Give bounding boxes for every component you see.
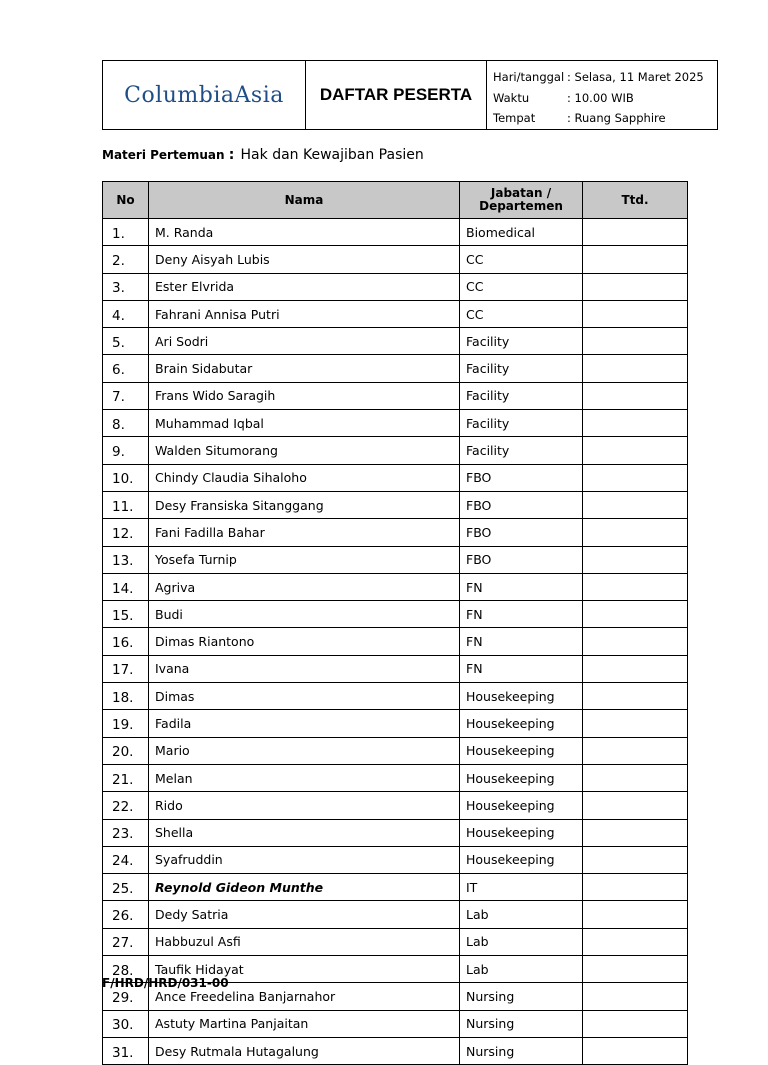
department-cell: Housekeeping — [460, 737, 583, 764]
info-label: Tempat — [493, 111, 536, 126]
participant-name-cell: Rido — [149, 792, 460, 819]
row-number-cell: 21. — [103, 764, 149, 791]
info-value: : Ruang Sapphire — [567, 111, 666, 126]
table-row — [103, 519, 688, 546]
signature-cell[interactable] — [583, 519, 688, 546]
table-row — [103, 710, 688, 737]
row-number-cell: 25. — [103, 874, 149, 901]
department-cell: FN — [460, 628, 583, 655]
row-number-cell: 4. — [103, 300, 149, 327]
department-cell: Facility — [460, 328, 583, 355]
department-cell: FN — [460, 655, 583, 682]
participant-name-cell: Taufik Hidayat — [149, 956, 460, 983]
signature-cell[interactable] — [583, 956, 688, 983]
signature-cell[interactable] — [583, 764, 688, 791]
row-number-cell: 6. — [103, 355, 149, 382]
info-row-time — [493, 88, 717, 109]
department-cell: Biomedical — [460, 219, 583, 246]
signature-cell[interactable] — [583, 410, 688, 437]
row-number-cell: 8. — [103, 410, 149, 437]
table-row — [103, 328, 688, 355]
participant-name-cell: Astuty Martina Panjaitan — [149, 1010, 460, 1037]
participant-name-cell: Agriva — [149, 573, 460, 600]
department-cell: FN — [460, 601, 583, 628]
table-row — [103, 737, 688, 764]
participant-name-cell: Ester Elvrida — [149, 273, 460, 300]
participant-name-cell: Muhammad Iqbal — [149, 410, 460, 437]
department-cell: Lab — [460, 928, 583, 955]
logo-wordmark: ColumbiaAsia — [124, 82, 284, 108]
department-cell: CC — [460, 246, 583, 273]
participant-name-cell: Dimas — [149, 683, 460, 710]
participant-name-cell: Shella — [149, 819, 460, 846]
row-number-cell: 11. — [103, 491, 149, 518]
row-number-cell: 30. — [103, 1010, 149, 1037]
row-number-cell: 13. — [103, 546, 149, 573]
column-header-name: Nama — [149, 182, 460, 219]
participant-name-cell: Mario — [149, 737, 460, 764]
signature-cell[interactable] — [583, 437, 688, 464]
department-cell: Housekeeping — [460, 792, 583, 819]
participant-name-cell: Desy Rutmala Hutagalung — [149, 1037, 460, 1064]
department-cell: Facility — [460, 410, 583, 437]
row-number-cell: 12. — [103, 519, 149, 546]
row-number-cell: 26. — [103, 901, 149, 928]
row-number-cell: 28. — [103, 956, 149, 983]
department-cell: CC — [460, 273, 583, 300]
table-row — [103, 764, 688, 791]
department-cell: Lab — [460, 901, 583, 928]
department-cell: Housekeeping — [460, 683, 583, 710]
table-row — [103, 655, 688, 682]
table-row — [103, 382, 688, 409]
participant-name-cell: Fahrani Annisa Putri — [149, 300, 460, 327]
participant-name-cell: Fadila — [149, 710, 460, 737]
row-number-cell: 18. — [103, 683, 149, 710]
table-row — [103, 846, 688, 873]
table-row — [103, 628, 688, 655]
row-number-cell: 2. — [103, 246, 149, 273]
department-cell: FBO — [460, 491, 583, 518]
topic-value: Hak dan Kewajiban Pasien — [240, 147, 424, 163]
table-row — [103, 246, 688, 273]
row-number-cell: 22. — [103, 792, 149, 819]
participant-name-cell: M. Randa — [149, 219, 460, 246]
department-cell: Lab — [460, 956, 583, 983]
participant-name-cell: Desy Fransiska Sitanggang — [149, 491, 460, 518]
column-header-department — [460, 182, 583, 219]
table-row — [103, 410, 688, 437]
department-cell: CC — [460, 300, 583, 327]
row-number-cell: 5. — [103, 328, 149, 355]
info-label: Hari/tanggal — [493, 70, 565, 85]
signature-cell[interactable] — [583, 983, 688, 1010]
signature-cell[interactable] — [583, 846, 688, 873]
meeting-info — [487, 61, 717, 129]
participant-name-cell: Reynold Gideon Munthe — [149, 874, 460, 901]
signature-cell[interactable] — [583, 382, 688, 409]
row-number-cell: 27. — [103, 928, 149, 955]
signature-cell[interactable] — [583, 874, 688, 901]
signature-cell[interactable] — [583, 464, 688, 491]
participant-name-cell: Brain Sidabutar — [149, 355, 460, 382]
row-number-cell: 9. — [103, 437, 149, 464]
signature-cell[interactable] — [583, 928, 688, 955]
signature-cell[interactable] — [583, 300, 688, 327]
topic-separator: : — [228, 147, 235, 163]
row-number-cell: 19. — [103, 710, 149, 737]
department-cell: FBO — [460, 519, 583, 546]
signature-cell[interactable] — [583, 655, 688, 682]
participant-name-cell: Dimas Riantono — [149, 628, 460, 655]
department-cell: Nursing — [460, 1037, 583, 1064]
signature-cell[interactable] — [583, 792, 688, 819]
signature-cell[interactable] — [583, 601, 688, 628]
signature-cell[interactable] — [583, 273, 688, 300]
row-number-cell: 15. — [103, 601, 149, 628]
signature-cell[interactable] — [583, 546, 688, 573]
department-cell: Housekeeping — [460, 846, 583, 873]
table-row — [103, 874, 688, 901]
signature-cell[interactable] — [583, 573, 688, 600]
document-header — [102, 60, 718, 130]
participant-name-cell: Fani Fadilla Bahar — [149, 519, 460, 546]
department-cell: Housekeeping — [460, 710, 583, 737]
participant-name-cell: Dedy Satria — [149, 901, 460, 928]
department-cell: Facility — [460, 355, 583, 382]
row-number-cell: 16. — [103, 628, 149, 655]
signature-cell[interactable] — [583, 819, 688, 846]
signature-cell[interactable] — [583, 683, 688, 710]
row-number-cell: 20. — [103, 737, 149, 764]
table-row — [103, 219, 688, 246]
participant-name-cell: Deny Aisyah Lubis — [149, 246, 460, 273]
table-row — [103, 464, 688, 491]
participant-name-cell: Ance Freedelina Banjarnahor — [149, 983, 460, 1010]
participant-name-cell: Walden Situmorang — [149, 437, 460, 464]
table-row — [103, 792, 688, 819]
department-cell: Nursing — [460, 983, 583, 1010]
table-row — [103, 819, 688, 846]
table-row — [103, 491, 688, 518]
table-row — [103, 901, 688, 928]
row-number-cell: 14. — [103, 573, 149, 600]
participant-name-cell: Syafruddin — [149, 846, 460, 873]
department-cell: FN — [460, 573, 583, 600]
signature-cell[interactable] — [583, 246, 688, 273]
table-header-row — [103, 182, 688, 219]
column-header-no: No — [103, 182, 149, 219]
signature-cell[interactable] — [583, 737, 688, 764]
table-row — [103, 273, 688, 300]
signature-cell[interactable] — [583, 355, 688, 382]
department-cell: Nursing — [460, 1010, 583, 1037]
participant-name-cell: Ari Sodri — [149, 328, 460, 355]
participant-name-cell: Habbuzul Asfi — [149, 928, 460, 955]
row-number-cell: 1. — [103, 219, 149, 246]
department-cell: Housekeeping — [460, 819, 583, 846]
signature-cell[interactable] — [583, 710, 688, 737]
row-number-cell: 31. — [103, 1037, 149, 1064]
table-row — [103, 1037, 688, 1064]
row-number-cell: 29. — [103, 983, 149, 1010]
table-row — [103, 928, 688, 955]
signature-cell[interactable] — [583, 328, 688, 355]
info-row-place — [493, 108, 717, 129]
attendance-table — [102, 181, 688, 1065]
table-row — [103, 683, 688, 710]
table-body — [103, 219, 688, 1065]
table-row — [103, 601, 688, 628]
signature-cell[interactable] — [583, 1037, 688, 1064]
info-value: : 10.00 WIB — [567, 90, 634, 105]
row-number-cell: 23. — [103, 819, 149, 846]
info-value: : Selasa, 11 Maret 2025 — [567, 70, 704, 85]
row-number-cell: 10. — [103, 464, 149, 491]
participant-name-cell: Frans Wido Saragih — [149, 382, 460, 409]
department-cell: IT — [460, 874, 583, 901]
topic-label: Materi Pertemuan — [102, 148, 225, 162]
company-logo — [103, 61, 306, 129]
row-number-cell: 24. — [103, 846, 149, 873]
participant-name-cell: Yosefa Turnip — [149, 546, 460, 573]
signature-cell[interactable] — [583, 628, 688, 655]
participant-name-cell: Budi — [149, 601, 460, 628]
department-cell: FBO — [460, 464, 583, 491]
row-number-cell: 3. — [103, 273, 149, 300]
participant-name-cell: Ivana — [149, 655, 460, 682]
info-label: Waktu — [493, 90, 530, 105]
signature-cell[interactable] — [583, 901, 688, 928]
table-row — [103, 437, 688, 464]
table-row — [103, 355, 688, 382]
table-row — [103, 573, 688, 600]
row-number-cell: 17. — [103, 655, 149, 682]
department-cell: FBO — [460, 546, 583, 573]
department-cell: Facility — [460, 382, 583, 409]
department-cell: Housekeeping — [460, 764, 583, 791]
signature-cell[interactable] — [583, 491, 688, 518]
document-title: DAFTAR PESERTA — [306, 61, 487, 129]
row-number-cell: 7. — [103, 382, 149, 409]
participant-name-cell: Chindy Claudia Sihaloho — [149, 464, 460, 491]
column-header-signature: Ttd. — [583, 182, 688, 219]
department-cell: Facility — [460, 437, 583, 464]
table-row — [103, 546, 688, 573]
meeting-topic — [102, 147, 424, 163]
form-code: F/HRD/HRD/031-00 — [102, 976, 229, 990]
table-row — [103, 300, 688, 327]
participant-name-cell: Melan — [149, 764, 460, 791]
column-header-department-label: Jabatan / Departemen — [479, 186, 563, 213]
info-row-date — [493, 67, 717, 88]
signature-cell[interactable] — [583, 219, 688, 246]
